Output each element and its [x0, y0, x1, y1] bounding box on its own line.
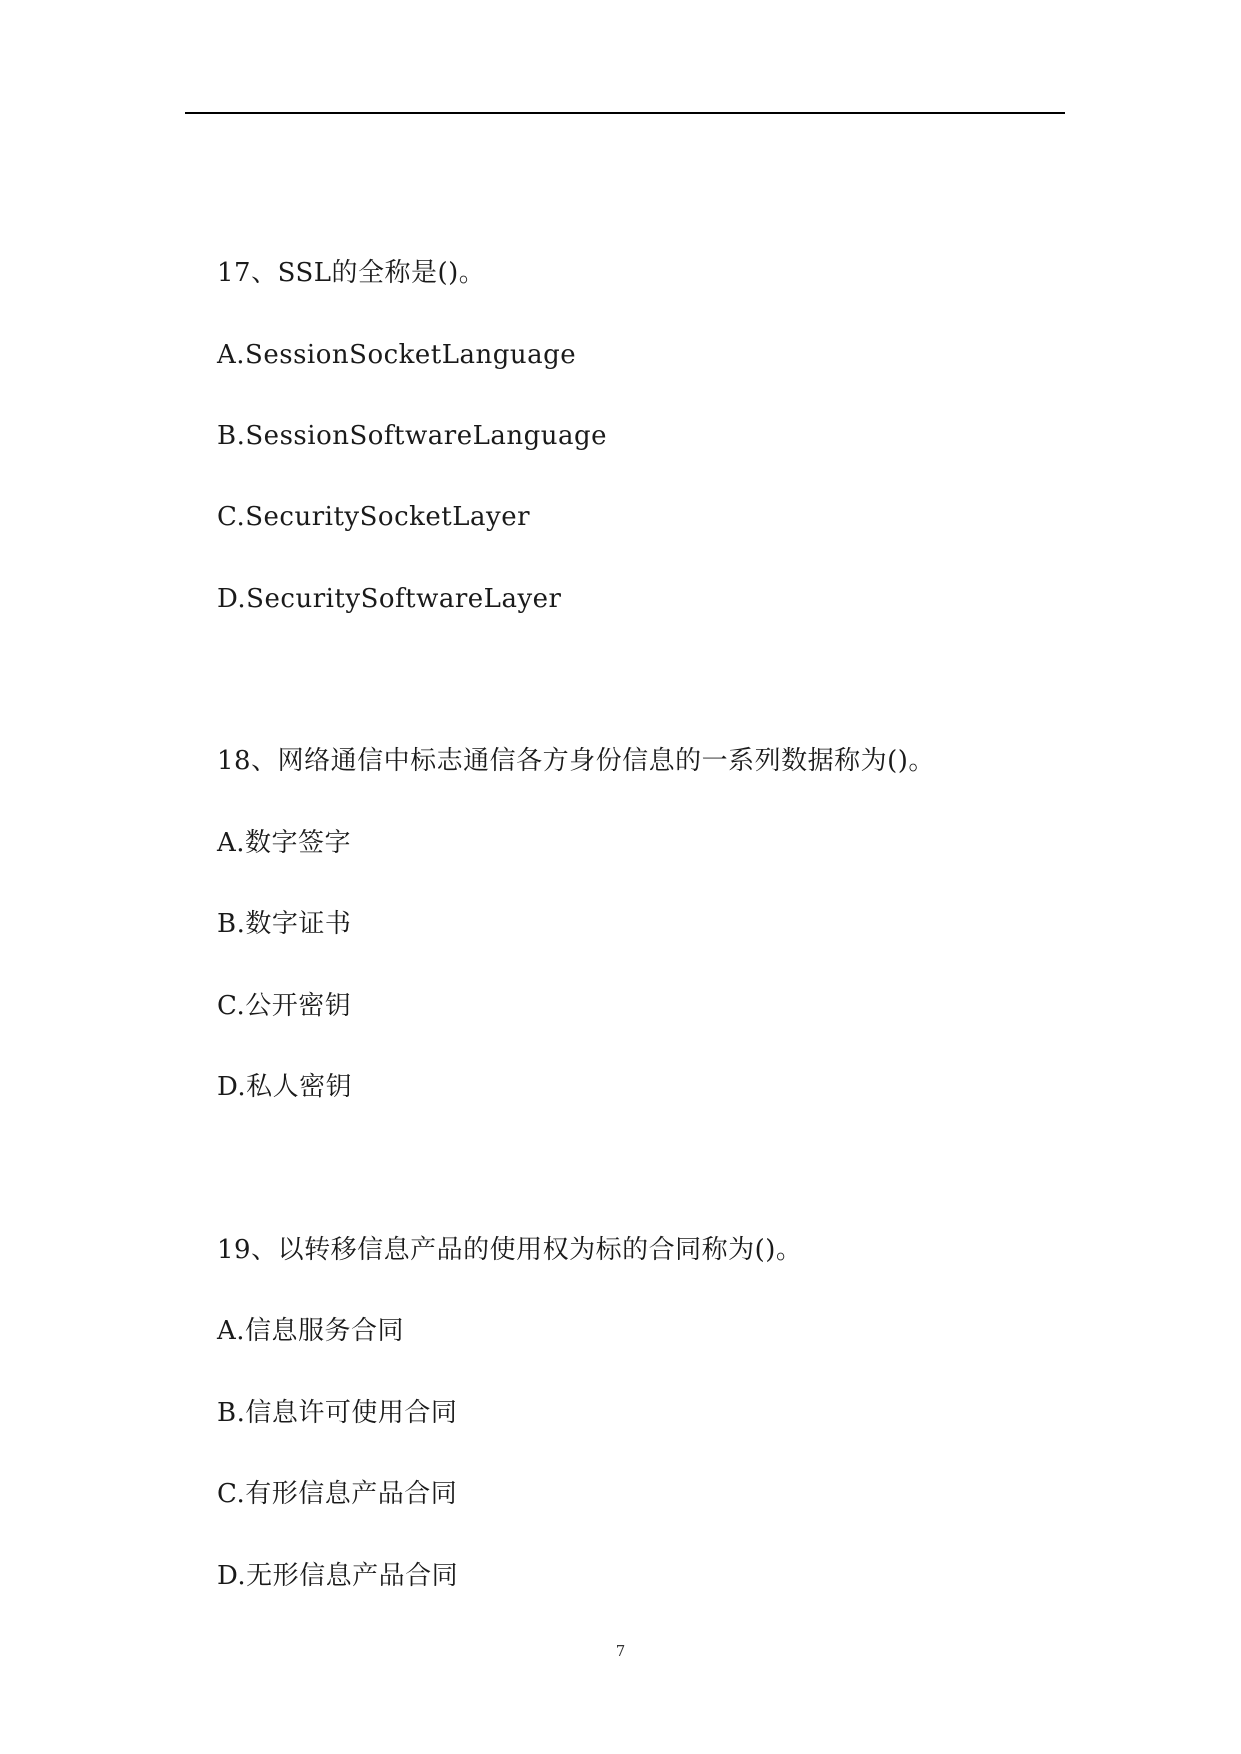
question-18-option-b: B.数字证书 — [217, 909, 352, 939]
question-17-option-d: D.SecuritySoftwareLayer — [217, 584, 562, 614]
question-17-option-c: C.SecuritySocketLayer — [217, 502, 531, 532]
question-17-option-a: A.SessionSocketLanguage — [217, 340, 577, 370]
header-rule — [185, 112, 1065, 114]
question-18-option-c: C.公开密钥 — [217, 991, 352, 1021]
question-18-option-a: A.数字签字 — [217, 828, 352, 858]
question-17-stem: 17、SSL的全称是()。 — [217, 258, 486, 288]
page-number: 7 — [615, 1642, 626, 1660]
question-19-option-d: D.无形信息产品合同 — [217, 1561, 459, 1591]
question-17-option-b: B.SessionSoftwareLanguage — [217, 421, 608, 451]
question-19-option-c: C.有形信息产品合同 — [217, 1479, 458, 1509]
question-18-stem: 18、网络通信中标志通信各方身份信息的一系列数据称为()。 — [217, 746, 935, 776]
question-18-option-d: D.私人密钥 — [217, 1072, 353, 1102]
question-19-option-b: B.信息许可使用合同 — [217, 1398, 458, 1428]
question-19-stem: 19、以转移信息产品的使用权为标的合同称为()。 — [217, 1235, 803, 1265]
question-19-option-a: A.信息服务合同 — [217, 1316, 405, 1346]
